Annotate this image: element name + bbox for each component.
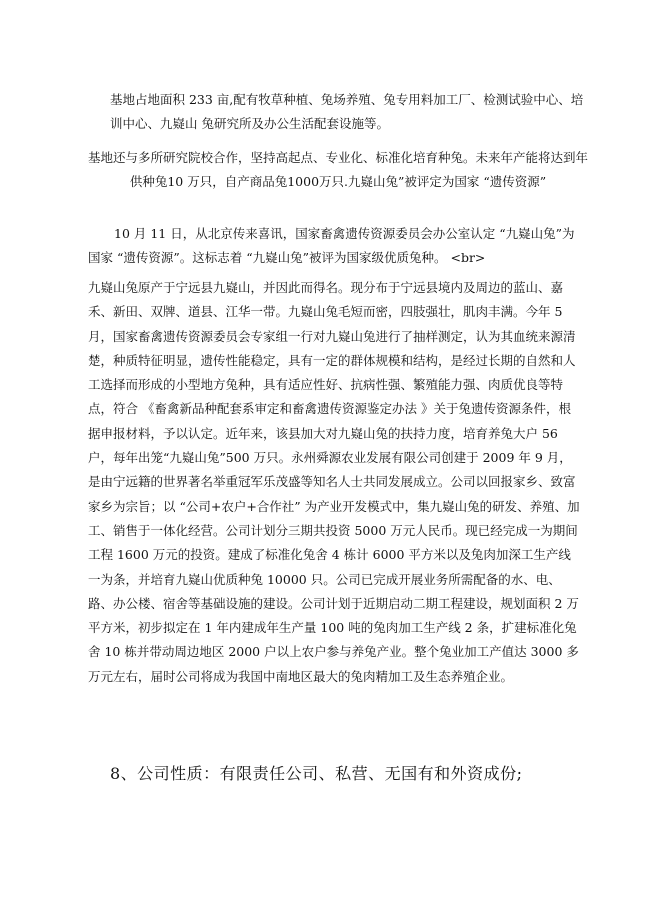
paragraph-cooperation: 基地还与多所研究院校合作，坚持高起点、专业化、标准化培育种兔。未来年产能将达到年供种兔10 万只，自产商品兔1000万只.九嶷山兔”被评定为国家 “遗传资源” bbox=[88, 150, 589, 189]
paragraph-news-recognition: 10 月 11 日，从北京传来喜讯，国家畜禽遗传资源委员会办公室认定 “九嶷山兔”为国家 “遗传资源”。这标志着 “九嶷山兔”被评为国家级优质兔种。 <br> bbox=[88, 226, 575, 265]
section-heading-company-nature: 8、公司性质：有限责任公司、私营、无国有和外资成份; bbox=[110, 764, 523, 783]
paragraph-base-facilities: 基地占地面积 233 亩,配有牧草种植、兔场养殖、兔专用料加工厂、检测试验中心、培训中心、九嶷山 兔研究所及办公生活配套设施等。 bbox=[110, 92, 584, 131]
paragraph-rabbit-origin-company: 九嶷山兔原产于宁远县九嶷山，并因此而得名。现分布于宁远县境内及周边的蓝山、嘉禾、新田、双牌、道县、江华一带。九嶷山兔毛短而密，四肢强壮，肌肉丰满。今年 5 月，国家畜禽遗传资源委员会专家组一行对九嶷山兔进行了抽样测定，认为其血统来源清楚，种质特征明显，遗传性能稳定，具有一定的群体规模和结构，是经过长期的自然和人工选择而形成的小型地方兔种，具有适应性好、抗病性强、繁殖能力强、肉质优良等特点，符合 《畜禽新品种配套系审定和畜禽遗传资源鉴定办法 》关于兔遗传资源条件，根据申报材料，予以认定。近年来，该县加大对九嶷山兔的扶持力度，培育养兔大户 56 户，每年出笼“九嶷山兔”500 万只。永州舜源农业发展有限公司创建于 2009 年 9 月，是由宁远籍的世界著名举重冠军乐茂盛等知名人士共同发展成立。公司以回报家乡、致富家乡为宗旨；以 “公司+农户+合作社” 为产业开发模式中，集九嶷山兔的研发、养殖、加工、销售于一体化经营。公司计划分三期共投资 5000 万元人民币。现已经完成一为期间工程 1600 万元的投资。建成了标准化兔舍 4 栋计 6000 平方米以及兔肉加深工生产线一为条，并培育九嶷山优质种兔 10000 只。公司已完成开展业务所需配备的水、电、路、办公楼、宿舍等基础设施的建设。公司计划于近期启动二期工程建设，规划面积 2 万平方米，初步拟定在 1 年内建成年生产量 100 吨的兔肉加工生产线 2 条，扩建标准化兔舍 10 栋并带动周边地区 2000 户以上农户参与养兔产业。整个兔业加工产值达 3000 多万元左右，届时公司将成为我国中南地区最大的兔肉精加工及生态养殖企业。 bbox=[88, 280, 580, 684]
